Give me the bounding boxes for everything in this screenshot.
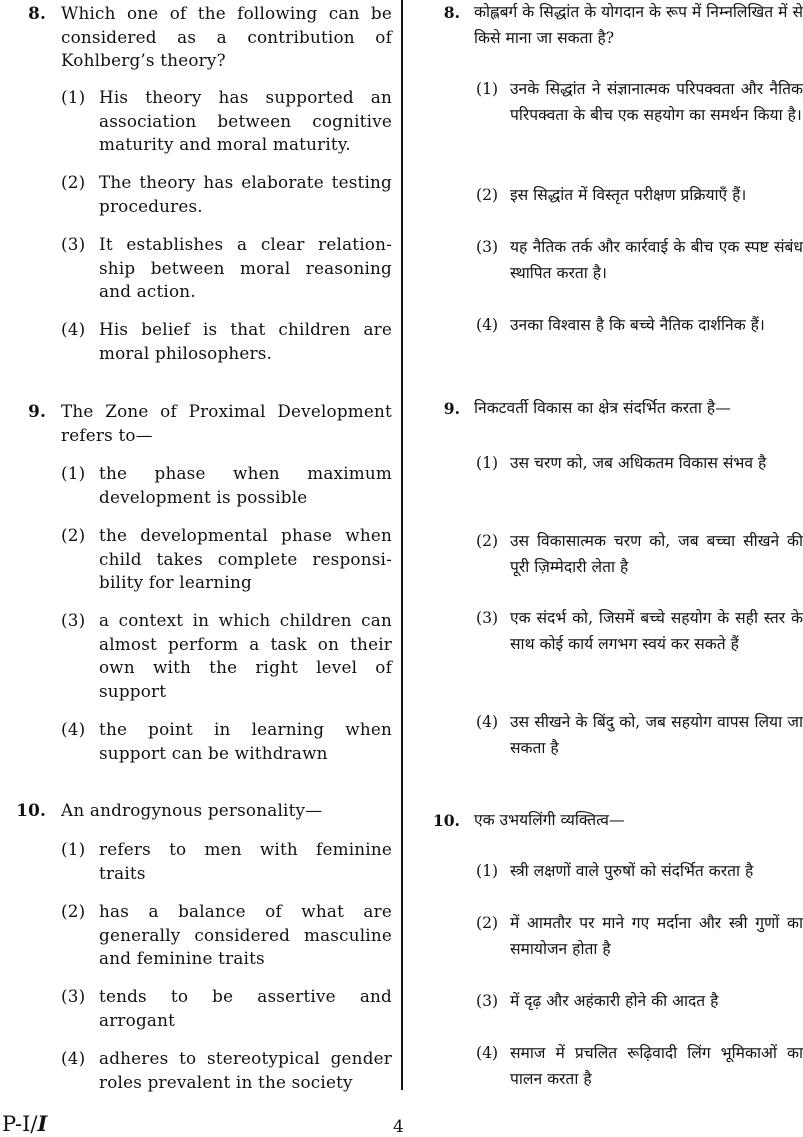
option-number: (4)	[61, 1048, 86, 1068]
option-text: adheres to stereotypical gender roles prevalent in the society	[99, 1048, 392, 1092]
option-number: (4)	[61, 319, 86, 339]
question-number: 8.	[28, 3, 46, 23]
option-8-1-hi	[414, 77, 803, 128]
option-number: (3)	[476, 609, 499, 627]
option-9-3-hi	[414, 606, 803, 657]
option-10-4-hi	[414, 1041, 803, 1092]
booklet-code-suffix: I	[37, 1111, 48, 1136]
question-stem: निकटवर्ती विकास का क्षेत्र संदर्भित करता है—	[474, 399, 731, 417]
option-8-2-en	[0, 171, 392, 218]
option-text: यह नैतिक तर्क और कार्रवाई के बीच एक स्पष्ट संबंध स्थापित करता है।	[510, 238, 803, 282]
option-number: (4)	[476, 713, 499, 731]
question-number: 9.	[443, 399, 460, 418]
question-number: 8.	[443, 3, 460, 22]
option-text: में दृढ़ और अहंकारी होने की आदत है	[510, 992, 719, 1010]
option-text: उनके सिद्धांत ने संज्ञानात्मक परिपक्वता और नैतिक परिपक्वता के बीच एक सहयोग का समर्थन किया है।	[510, 80, 803, 124]
option-10-2-en	[0, 900, 392, 971]
option-8-2-hi	[414, 183, 803, 209]
question-number: 10.	[432, 811, 460, 830]
option-number: (2)	[61, 901, 86, 921]
option-9-4-hi	[414, 710, 803, 761]
option-text: एक संदर्भ को, जिसमें बच्चे सहयोग के सही स्तर के साथ कोई कार्य लगभग स्वयं कर सकते हैं	[510, 609, 803, 653]
option-number: (2)	[61, 172, 86, 192]
option-text: उनका विश्वास है कि बच्चे नैतिक दार्शनिक हैं।	[510, 316, 765, 334]
option-number: (1)	[61, 839, 86, 859]
booklet-code	[2, 1112, 47, 1136]
option-number: (2)	[476, 914, 499, 932]
question-9-hi	[414, 396, 803, 422]
option-text: the developmental phase when child takes complete responsi-bility for learning	[99, 525, 392, 592]
option-text: the point in learning when support can be withdrawn	[99, 719, 392, 763]
option-text: the phase when maximum development is possible	[99, 463, 392, 507]
option-text: स्त्री लक्षणों वाले पुरुषों को संदर्भित करता है	[510, 862, 754, 880]
option-text: has a balance of what are generally considered masculine and feminine traits	[99, 901, 392, 968]
option-number: (4)	[476, 316, 499, 334]
option-text: a context in which children can almost perform a task on their own with the right level of support	[99, 610, 392, 701]
question-number: 10.	[16, 800, 46, 820]
option-number: (3)	[476, 238, 499, 256]
option-number: (3)	[61, 234, 86, 254]
question-stem: एक उभयलिंगी व्यक्तित्व—	[474, 811, 625, 829]
option-10-4-en	[0, 1047, 392, 1094]
question-stem: Which one of the following can be considered as a contribution of Kohlberg’s theory?	[61, 3, 392, 70]
option-9-2-hi	[414, 529, 803, 580]
option-number: (4)	[476, 1044, 499, 1062]
option-number: (1)	[476, 80, 499, 98]
question-9-en	[0, 400, 392, 447]
question-stem: कोह्लबर्ग के सिद्धांत के योगदान के रूप में निम्नलिखित में से किसे माना जा सकता है?	[474, 3, 803, 47]
option-number: (1)	[61, 87, 86, 107]
option-8-3-hi	[414, 235, 803, 286]
booklet-code-prefix: P-I/	[2, 1112, 38, 1136]
option-9-1-hi	[414, 451, 803, 477]
option-text: The theory has elaborate testing procedures.	[99, 172, 392, 216]
option-text: His theory has supported an association between cognitive maturity and moral maturity.	[99, 87, 392, 154]
option-number: (2)	[476, 186, 499, 204]
option-10-2-hi	[414, 911, 803, 962]
option-8-3-en	[0, 233, 392, 304]
option-text: में आमतौर पर माने गए मर्दाना और स्त्री गुणों का समायोजन होता है	[510, 914, 803, 958]
option-number: (2)	[476, 532, 499, 550]
option-9-3-en	[0, 609, 392, 703]
option-number: (3)	[476, 992, 499, 1010]
question-stem: The Zone of Proximal Development refers to—	[61, 401, 392, 445]
option-text: उस विकासात्मक चरण को, जब बच्चा सीखने की पूरी ज़िम्मेदारी लेता है	[510, 532, 803, 576]
option-text: It establishes a clear relation-ship between moral reasoning and action.	[99, 234, 392, 301]
question-10-en	[0, 799, 392, 823]
option-text: इस सिद्धांत में विस्तृत परीक्षण प्रक्रियाएँ हैं।	[510, 186, 747, 204]
option-number: (1)	[476, 862, 499, 880]
option-8-4-en	[0, 318, 392, 365]
option-number: (4)	[61, 719, 86, 739]
option-text: समाज में प्रचलित रूढ़िवादी लिंग भूमिकाओं का पालन करता है	[510, 1044, 803, 1088]
option-10-3-en	[0, 985, 392, 1032]
option-number: (3)	[61, 986, 86, 1006]
option-number: (1)	[61, 463, 86, 483]
option-9-2-en	[0, 524, 392, 595]
option-10-1-hi	[414, 859, 803, 885]
option-10-3-hi	[414, 989, 803, 1015]
question-8-en	[0, 2, 392, 73]
option-text: refers to men with feminine traits	[99, 839, 392, 883]
question-stem: An androgynous personality—	[61, 800, 323, 820]
option-text: tends to be assertive and arrogant	[99, 986, 392, 1030]
option-8-1-en	[0, 86, 392, 157]
option-text: His belief is that children are moral philosophers.	[99, 319, 392, 363]
question-number: 9.	[28, 401, 46, 421]
column-divider	[401, 0, 403, 1090]
option-9-1-en	[0, 462, 392, 509]
option-9-4-en	[0, 718, 392, 765]
option-text: उस चरण को, जब अधिकतम विकास संभव है	[510, 454, 767, 472]
option-8-4-hi	[414, 313, 803, 339]
option-number: (3)	[61, 610, 86, 630]
page-number: 4	[393, 1117, 404, 1137]
option-number: (2)	[61, 525, 86, 545]
question-8-hi	[414, 0, 803, 51]
option-number: (1)	[476, 454, 499, 472]
option-text: उस सीखने के बिंदु को, जब सहयोग वापस लिया जा सकता है	[510, 713, 803, 757]
option-10-1-en	[0, 838, 392, 885]
question-10-hi	[414, 808, 803, 834]
